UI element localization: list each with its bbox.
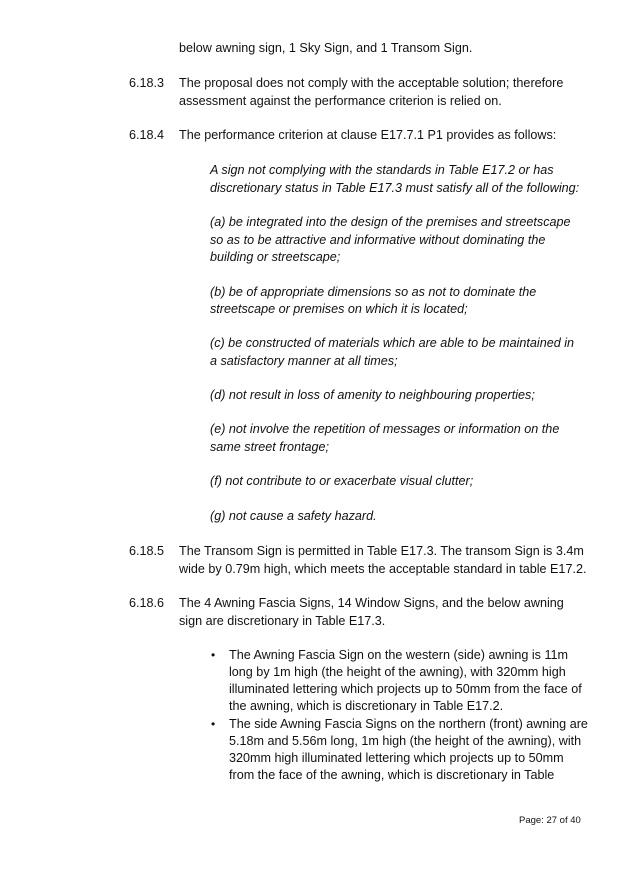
section-number: 6.18.6 (129, 596, 165, 610)
bullet-text-line: long by 1m high (the height of the awning), with 320mm high (229, 665, 566, 679)
section-text-line: The proposal does not comply with the acceptable solution; therefore (179, 76, 564, 90)
quote-item-e: (e) not involve the repetition of messages or information on the (210, 422, 560, 436)
continuation-text: below awning sign, 1 Sky Sign, and 1 Transom Sign. (179, 41, 473, 55)
quote-intro-line: A sign not complying with the standards in Table E17.2 or has (210, 163, 554, 177)
quote-item-c: a satisfactory manner at all times; (210, 354, 398, 368)
quote-item-e: same street frontage; (210, 440, 330, 454)
section-number: 6.18.5 (129, 544, 165, 558)
quote-item-b: (b) be of appropriate dimensions so as not to dominate the (210, 285, 537, 299)
quote-item-a: (a) be integrated into the design of the premises and streetscape (210, 215, 571, 229)
bullet-text-line: The Awning Fascia Sign on the western (side) awning is 11m (229, 648, 569, 662)
quote-item-f: (f) not contribute to or exacerbate visual clutter; (210, 474, 474, 488)
quote-item-g: (g) not cause a safety hazard. (210, 509, 377, 523)
quote-item-c: (c) be constructed of materials which are able to be maintained in (210, 336, 575, 350)
bullet-text-line: 320mm high illuminated lettering which projects up to 50mm (229, 751, 564, 765)
bullet-icon: • (211, 648, 216, 662)
bullet-text-line: illuminated lettering which projects up to 50mm from the face of (229, 682, 582, 696)
section-number: 6.18.3 (129, 76, 165, 90)
bullet-text-line: the awning, which is discretionary in Table E17.2. (229, 699, 504, 713)
bullet-icon: • (211, 717, 216, 731)
section-text-line: wide by 0.79m high, which meets the acceptable standard in table E17.2. (179, 562, 587, 576)
section-text-line: The performance criterion at clause E17.7.1 P1 provides as follows: (179, 128, 557, 142)
section-text-line: The Transom Sign is permitted in Table E17.3. The transom Sign is 3.4m (179, 544, 584, 558)
section-text-line: assessment against the performance criterion is relied on. (179, 94, 502, 108)
section-text-line: The 4 Awning Fascia Signs, 14 Window Signs, and the below awning (179, 596, 564, 610)
quote-item-b: streetscape or premises on which it is located; (210, 302, 468, 316)
quote-item-a: so as to be attractive and informative without dominating the (210, 233, 546, 247)
quote-item-a: building or streetscape; (210, 250, 341, 264)
bullet-text-line: The side Awning Fascia Signs on the northern (front) awning are (229, 717, 588, 731)
page-number: Page: 27 of 40 (519, 815, 581, 826)
bullet-text-line: from the face of the awning, which is discretionary in Table (229, 768, 555, 782)
bullet-text-line: 5.18m and 5.56m long, 1m high (the height of the awning), with (229, 734, 582, 748)
quote-intro-line: discretionary status in Table E17.3 must satisfy all of the following: (210, 181, 580, 195)
quote-item-d: (d) not result in loss of amenity to neighbouring properties; (210, 388, 535, 402)
section-number: 6.18.4 (129, 128, 165, 142)
section-text-line: sign are discretionary in Table E17.3. (179, 614, 386, 628)
